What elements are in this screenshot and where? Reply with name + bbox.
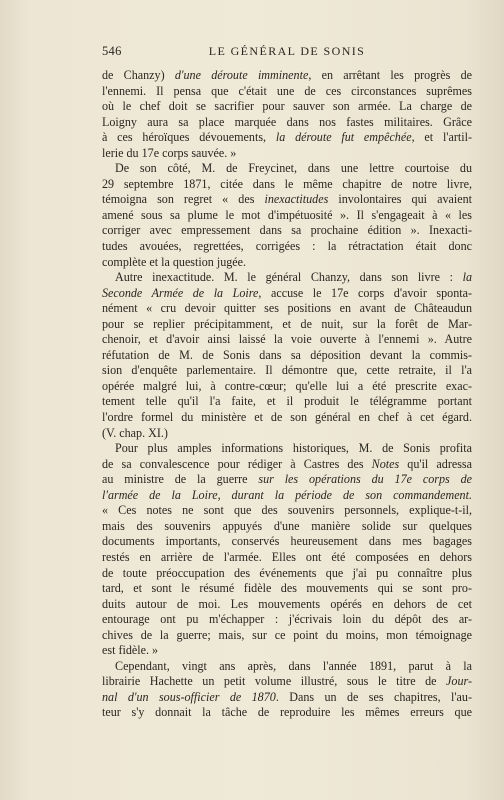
italic-text: l'armée de la Loire, durant la période de son commandement.: [102, 487, 472, 502]
text-run: teur s'y donnait la tâche de reproduire les mêmes erreurs que: [102, 705, 472, 720]
running-title: LE GÉNÉRAL DE SONIS: [208, 44, 366, 58]
text-line: [102, 301, 472, 317]
text-run: restés en arrière de l'armée. Elles ont été composées en dehors: [102, 549, 472, 564]
text-line: [102, 457, 472, 473]
text-line: [102, 68, 472, 84]
text-run: . Dans un de ses chapitres, l'au-: [275, 689, 473, 704]
text-line: [102, 628, 472, 644]
text-run: , et l'artil-: [411, 130, 472, 145]
text-line: [102, 379, 472, 395]
text-run: Loigny aura sa place marquée dans nos fastes militaires. Grâce: [102, 114, 472, 129]
text-run: réfutation de M. de Sonis dans sa déposition devant la commis-: [102, 347, 472, 362]
text-line: [102, 612, 472, 628]
text-run: l'ordre formel du ministère et de son général en chef à cet égard.: [102, 410, 472, 425]
text-line: [102, 426, 472, 442]
text-line: [102, 643, 472, 659]
text-run: qu'il adressa: [399, 456, 472, 471]
text-run: est fidèle. »: [102, 643, 159, 658]
text-run: sion d'enquête parlementaire. Il démontre que, cette retraite, il l'a: [102, 363, 472, 378]
text-run: à ces héroïques dévouements,: [102, 130, 276, 145]
text-line: [102, 192, 472, 208]
text-line: [102, 550, 472, 566]
text-line: [102, 208, 472, 224]
text-run: « Ces notes ne sont que des souvenirs personnels, explique-t-il,: [102, 503, 472, 518]
text-run: l'ennemi. Il pensa que c'était une de ces circonstances suprêmes: [102, 83, 472, 98]
text-run: entourage ont pu m'échapper : j'écrivais loin du dépôt des ar-: [102, 612, 472, 627]
text-line: [102, 441, 472, 457]
text-line: [102, 84, 472, 100]
text-line: [102, 472, 472, 488]
text-run: corriger avec empressement dans sa prochaine édition ». Inexacti-: [102, 223, 472, 238]
text-line: [102, 99, 472, 115]
text-line: [102, 348, 472, 364]
text-line: [102, 286, 472, 302]
text-line: [102, 332, 472, 348]
text-run: opérée malgré lui, à contre-cœur; qu'elle lui a été prescrite exac-: [102, 378, 472, 393]
italic-text: nal d'un sous-officier de 1870: [102, 689, 276, 704]
text-run: chenoir, et d'avoir ainsi laissé la voie ouverte à l'ennemi ». Autre: [102, 332, 472, 347]
text-run: librairie Hachette un petit volume illustré, sous le titre de: [102, 674, 447, 689]
text-run: 29 septembre 1871, citée dans le même chapitre de notre livre,: [102, 176, 472, 191]
text-run: tudes avouées, regrettées, corrigées : la rétractation était donc: [102, 239, 472, 254]
text-run: Pour plus amples informations historiques, M. de Sonis profita: [115, 441, 472, 456]
text-run: , en arrêtant les progrès de: [308, 68, 473, 82]
text-run: Cependant, vingt ans après, dans l'année 1891, parut à la: [115, 658, 472, 673]
text-line: [102, 177, 472, 193]
text-line: [102, 363, 472, 379]
text-line: [102, 255, 472, 271]
text-line: [102, 674, 472, 690]
text-line: [102, 705, 472, 721]
text-run: amené sous sa plume le mot d'impétuosité ». Il s'engageait à « les: [102, 207, 472, 222]
italic-text: d'une déroute imminente: [174, 68, 309, 82]
text-run: de Chanzy): [102, 68, 175, 82]
body-text: [102, 68, 472, 721]
text-line: [102, 581, 472, 597]
text-line: [102, 161, 472, 177]
text-line: [102, 239, 472, 255]
italic-text: sur les opérations du 17e corps de: [258, 472, 472, 487]
text-run: tard, et sont le résumé fidèle des mouvements qui se sont pro-: [102, 581, 472, 596]
text-run: où le chef doit se sacrifier pour sauver son armée. La charge de: [102, 99, 472, 114]
text-run: complète et la question jugée.: [102, 254, 247, 269]
text-run: involontaires qui avaient: [328, 192, 472, 207]
text-line: [102, 223, 472, 239]
text-run: lerie du 17e corps sauvée. »: [102, 145, 237, 160]
italic-text: la: [462, 270, 472, 285]
text-run: duits autour de moi. Les mouvements opérés en dehors de cet: [102, 596, 472, 611]
text-run: nément « cru devoir quitter ses positions en avant de Châteaudun: [102, 301, 472, 316]
text-line: [102, 130, 472, 146]
italic-text: Jour-: [446, 674, 472, 689]
text-line: [102, 410, 472, 426]
text-line: [102, 659, 472, 675]
text-run: De son côté, M. de Freycinet, dans une lettre courtoise du: [115, 161, 472, 176]
text-run: chives de la guerre; mais, sur ce point du moins, mon témoignage: [102, 627, 472, 642]
italic-text: Seconde Armée de la Loire: [102, 285, 259, 300]
text-run: de sa convalescence pour rédiger à Castres des: [102, 456, 372, 471]
italic-text: inexactitudes: [264, 192, 329, 207]
text-line: [102, 146, 472, 162]
text-run: témoigna son regret « des: [102, 192, 265, 207]
text-line: [102, 317, 472, 333]
page-number: 546: [102, 44, 122, 58]
text-line: [102, 503, 472, 519]
text-line: [102, 690, 472, 706]
text-line: [102, 270, 472, 286]
text-line: [102, 597, 472, 613]
text-line: [102, 115, 472, 131]
text-run: de toute préoccupation des événements que j'ai pu connaître plus: [102, 565, 472, 580]
text-run: , accuse le 17e corps d'avoir sponta-: [258, 285, 472, 300]
text-run: pour se replier précipitamment, et de nuit, sur la forêt de Mar-: [102, 316, 472, 331]
text-run: mais des souvenirs appuyés d'une manière solide sur quelques: [102, 518, 472, 533]
text-run: documents importants, conservés heureusement dans mes bagages: [102, 534, 472, 549]
text-line: [102, 519, 472, 535]
italic-text: Notes: [371, 456, 400, 471]
text-line: [102, 534, 472, 550]
italic-text: la déroute fut empêchée: [275, 130, 412, 145]
text-run: Autre inexactitude. M. le général Chanzy, dans son livre :: [115, 270, 463, 285]
text-line: [102, 566, 472, 582]
text-run: au ministre de la guerre: [102, 472, 259, 487]
page-header: [102, 44, 472, 60]
text-run: tement telle qu'il l'a faite, et il produit le télégramme portant: [102, 394, 472, 409]
text-run: (V. chap. XI.): [102, 425, 168, 440]
text-line: [102, 488, 472, 504]
text-line: [102, 394, 472, 410]
